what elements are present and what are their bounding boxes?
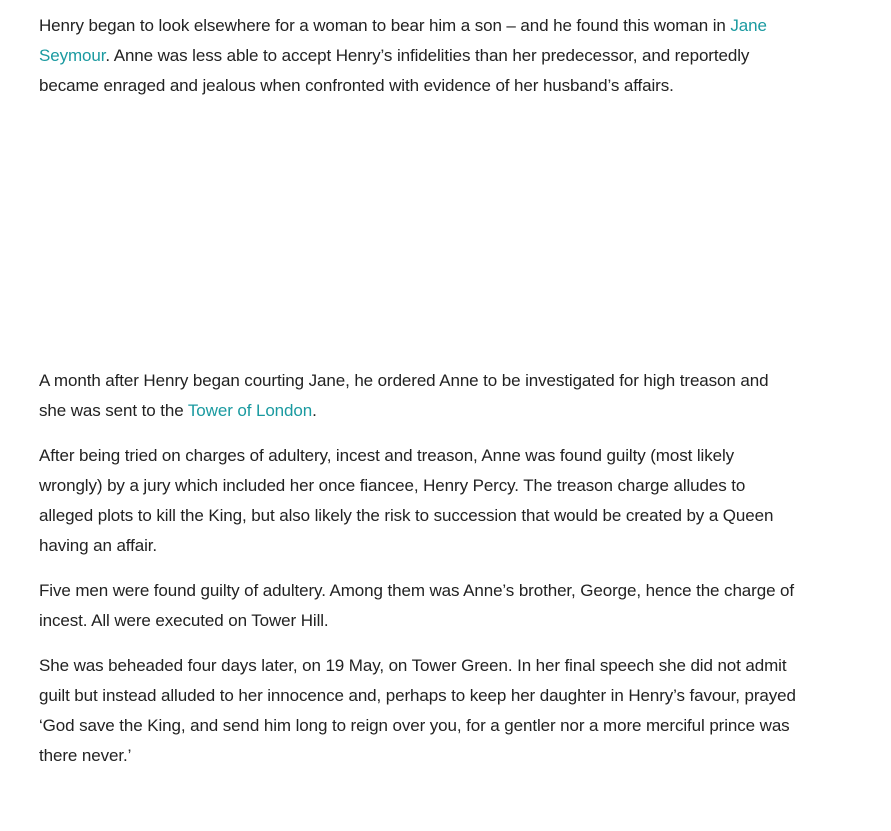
paragraph-text: . bbox=[312, 401, 317, 420]
paragraph-text: Henry began to look elsewhere for a woman to bear him a son – and he found this woman in bbox=[39, 16, 731, 35]
link-jane-seymour[interactable]: Jane Seymour bbox=[39, 16, 767, 65]
paragraph-five-men: Five men were found guilty of adultery. Among them was Anne’s brother, George, hence the charge of incest. All were executed on Tower Hill. bbox=[39, 581, 795, 630]
paragraph-jane-seymour bbox=[39, 11, 799, 101]
paragraph-execution: She was beheaded four days later, on 19 May, on Tower Green. In her final speech she did not admit guilt but instead alluded to her innocence and, perhaps to keep her daughter in Henry’s favour, prayed ‘God save the King, and send him long to reign over you, for a gentler nor a more merciful prince was there never.’ bbox=[39, 656, 796, 765]
ad-placeholder-space bbox=[39, 101, 799, 366]
paragraph-tower-of-london bbox=[39, 366, 799, 426]
paragraph-trial: After being tried on charges of adultery, incest and treason, Anne was found guilty (most likely wrongly) by a jury which included her once fiancee, Henry Percy. The treason charge alludes to alleged plots to kill the King, but also likely the risk to succession that would be created by a Queen having an affair. bbox=[39, 446, 774, 555]
article-body bbox=[39, 11, 799, 786]
paragraph-text: . Anne was less able to accept Henry’s infidelities than her predecessor, and reportedly became enraged and jealous when confronted with evidence of her husband’s affairs. bbox=[39, 46, 750, 95]
paragraph-text: A month after Henry began courting Jane, he ordered Anne to be investigated for high treason and she was sent to the bbox=[39, 371, 769, 420]
link-tower-of-london[interactable]: Tower of London bbox=[187, 401, 313, 420]
